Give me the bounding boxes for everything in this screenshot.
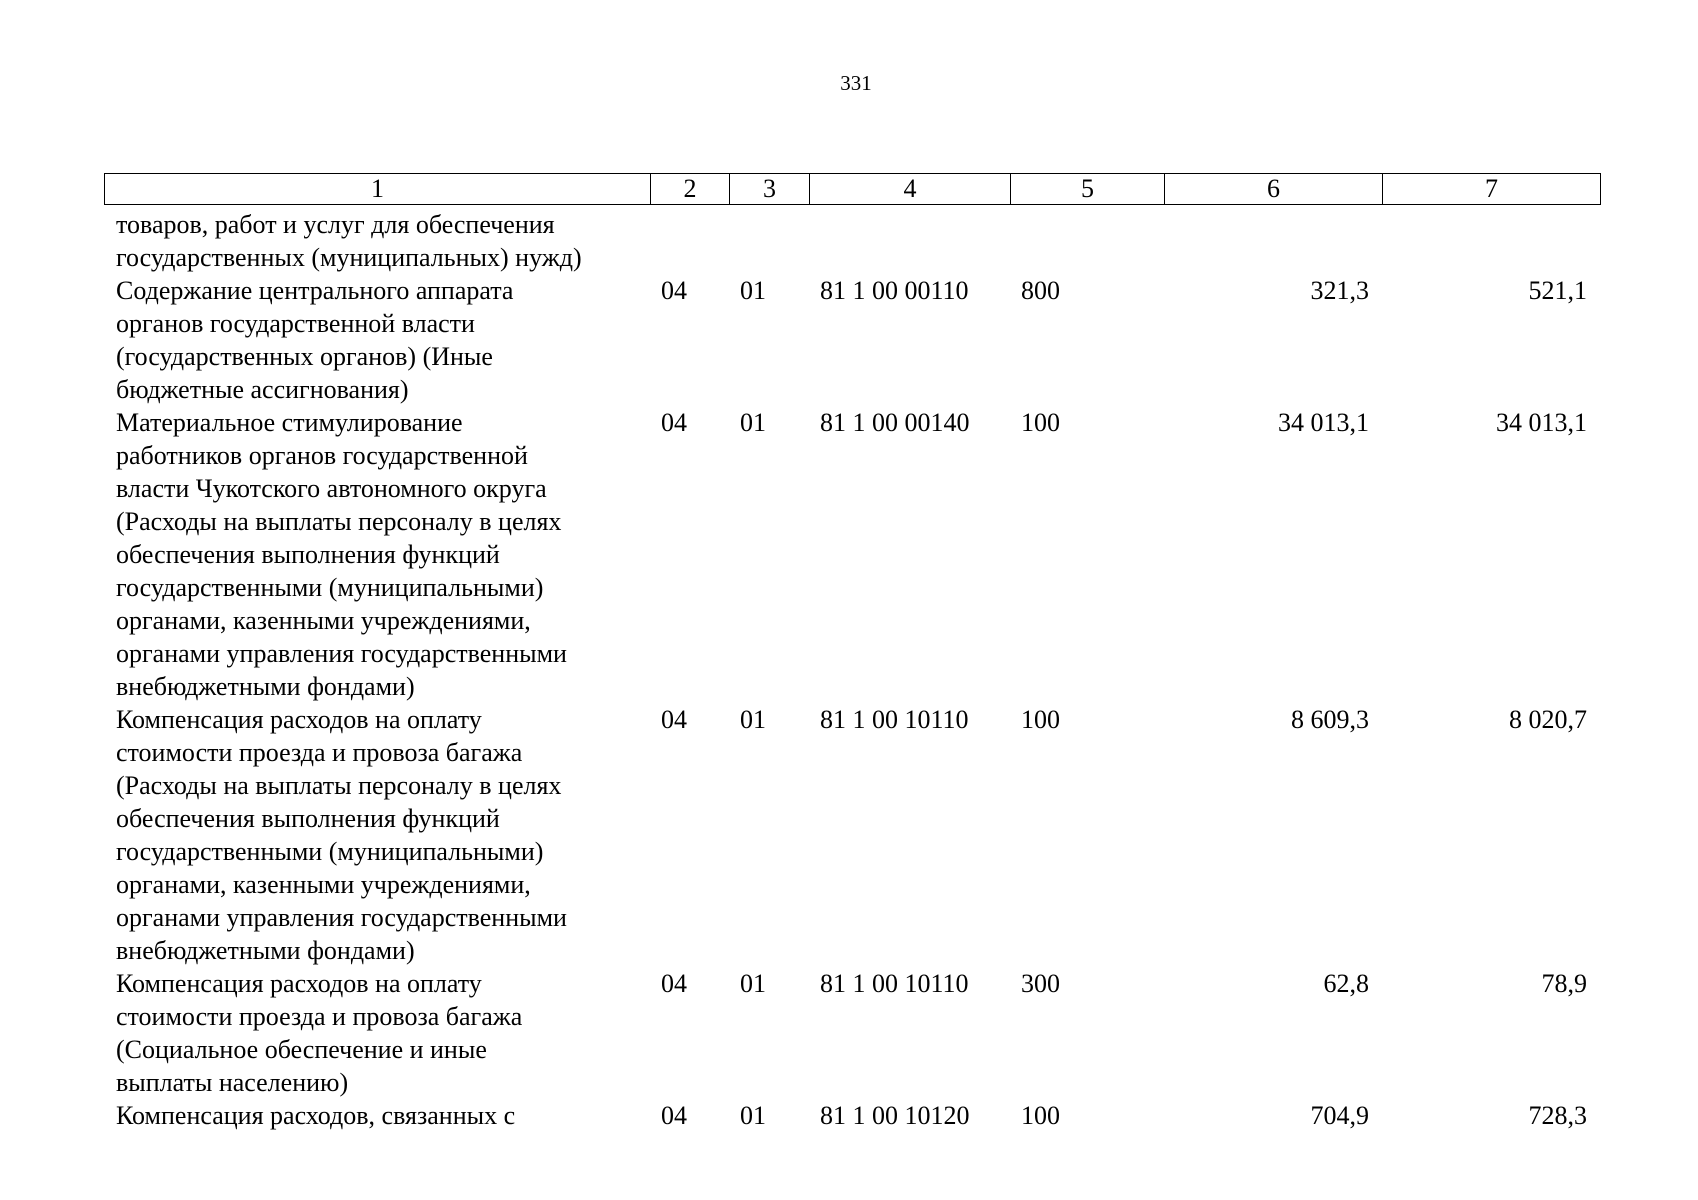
description-line: стоимости проезда и провоза багажа xyxy=(116,1002,523,1031)
row-col-3: 01 xyxy=(740,1101,766,1130)
row-col-3: 01 xyxy=(740,408,766,437)
row-col-3: 01 xyxy=(740,705,766,734)
header-col-7: 7 xyxy=(1382,174,1600,204)
row-col-7: 8 020,7 xyxy=(1509,705,1587,734)
row-col-2: 04 xyxy=(661,705,687,734)
row-col-4: 81 1 00 10110 xyxy=(820,969,969,998)
row-col-2: 04 xyxy=(661,276,687,305)
description-line: органами, казенными учреждениями, xyxy=(116,870,531,899)
description-line: выплаты населению) xyxy=(116,1068,349,1097)
row-col-3: 01 xyxy=(740,969,766,998)
header-col-3: 3 xyxy=(729,174,809,204)
table-body xyxy=(104,208,1599,1132)
table-row xyxy=(104,406,1599,703)
row-col-4: 81 1 00 00110 xyxy=(820,276,969,305)
row-col-4: 81 1 00 00140 xyxy=(820,408,970,437)
row-description xyxy=(104,967,649,1099)
row-description xyxy=(104,1099,649,1132)
description-line: органов государственной власти xyxy=(116,309,475,338)
row-col-5: 100 xyxy=(1021,1101,1060,1130)
description-line: (государственных органов) (Иные xyxy=(116,342,493,371)
row-col-2: 04 xyxy=(661,408,687,437)
row-col-7: 728,3 xyxy=(1528,1101,1587,1130)
header-col-4: 4 xyxy=(809,174,1010,204)
row-col-4: 81 1 00 10110 xyxy=(820,705,969,734)
row-description xyxy=(104,406,649,703)
description-line: бюджетные ассигнования) xyxy=(116,375,409,404)
table-header xyxy=(104,173,1601,205)
description-line: (Расходы на выплаты персоналу в целях xyxy=(116,507,562,536)
table-row xyxy=(104,1099,1599,1132)
description-line: власти Чукотского автономного округа xyxy=(116,474,547,503)
description-line: обеспечения выполнения функций xyxy=(116,540,500,569)
row-col-5: 100 xyxy=(1021,408,1060,437)
table-row xyxy=(104,208,1599,274)
row-col-7: 78,9 xyxy=(1541,969,1587,998)
page-number: 331 xyxy=(840,71,872,95)
description-line: органами управления государственными xyxy=(116,903,567,932)
description-line: товаров, работ и услуг для обеспечения xyxy=(116,210,555,239)
description-line: Материальное стимулирование xyxy=(116,408,463,437)
row-col-6: 8 609,3 xyxy=(1291,705,1369,734)
description-line: Компенсация расходов на оплату xyxy=(116,969,482,998)
description-line: органами, казенными учреждениями, xyxy=(116,606,531,635)
description-line: (Социальное обеспечение и иные xyxy=(116,1035,487,1064)
table-row xyxy=(104,274,1599,406)
header-col-2: 2 xyxy=(650,174,729,204)
row-description xyxy=(104,274,649,406)
row-col-7: 34 013,1 xyxy=(1496,408,1587,437)
description-line: (Расходы на выплаты персоналу в целях xyxy=(116,771,562,800)
table-row xyxy=(104,967,1599,1099)
row-col-3: 01 xyxy=(740,276,766,305)
table-row xyxy=(104,703,1599,967)
description-line: Компенсация расходов, связанных с xyxy=(116,1101,516,1130)
description-line: Компенсация расходов на оплату xyxy=(116,705,482,734)
description-line: органами управления государственными xyxy=(116,639,567,668)
header-col-5: 5 xyxy=(1010,174,1164,204)
description-line: обеспечения выполнения функций xyxy=(116,804,500,833)
row-description xyxy=(104,208,649,274)
row-col-5: 100 xyxy=(1021,705,1060,734)
row-col-5: 300 xyxy=(1021,969,1060,998)
row-col-6: 34 013,1 xyxy=(1278,408,1369,437)
description-line: государственных (муниципальных) нужд) xyxy=(116,243,582,272)
description-line: стоимости проезда и провоза багажа xyxy=(116,738,523,767)
row-col-2: 04 xyxy=(661,1101,687,1130)
header-col-6: 6 xyxy=(1164,174,1382,204)
row-description xyxy=(104,703,649,967)
row-col-2: 04 xyxy=(661,969,687,998)
row-col-6: 704,9 xyxy=(1310,1101,1369,1130)
description-line: внебюджетными фондами) xyxy=(116,936,415,965)
header-col-1: 1 xyxy=(371,174,384,203)
row-col-4: 81 1 00 10120 xyxy=(820,1101,970,1130)
row-col-6: 321,3 xyxy=(1310,276,1369,305)
description-line: работников органов государственной xyxy=(116,441,528,470)
row-col-6: 62,8 xyxy=(1323,969,1369,998)
row-col-5: 800 xyxy=(1021,276,1060,305)
description-line: государственными (муниципальными) xyxy=(116,837,544,866)
description-line: внебюджетными фондами) xyxy=(116,672,415,701)
description-line: Содержание центрального аппарата xyxy=(116,276,514,305)
description-line: государственными (муниципальными) xyxy=(116,573,544,602)
row-col-7: 521,1 xyxy=(1528,276,1587,305)
